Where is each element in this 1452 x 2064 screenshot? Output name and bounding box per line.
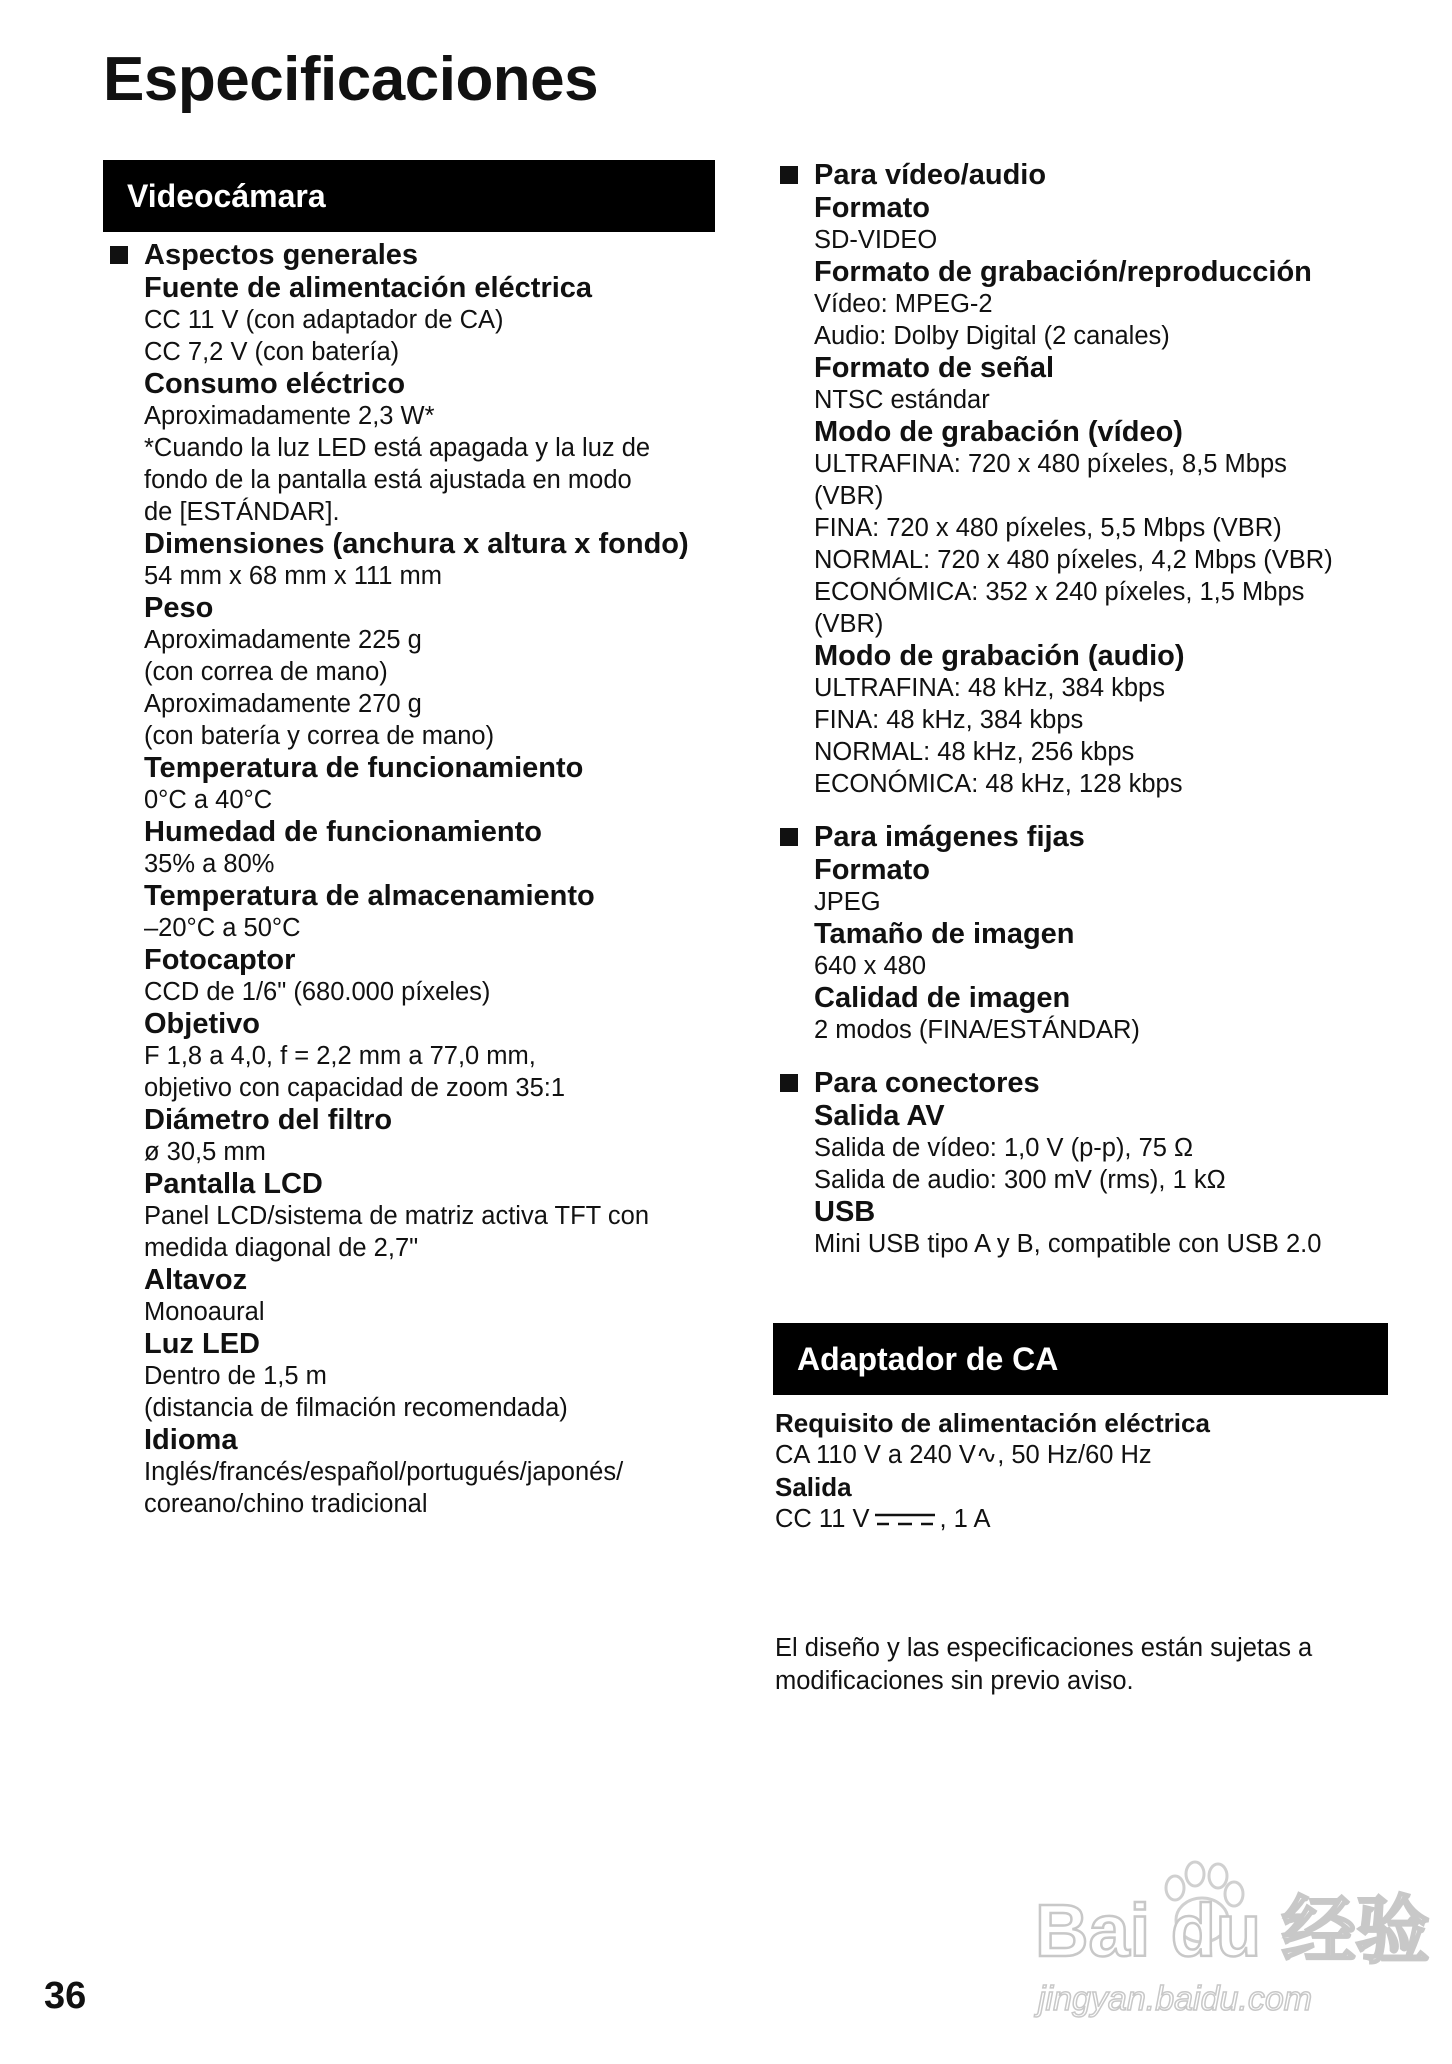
page-number: 36 — [44, 1975, 87, 2017]
spec-value: 2 modos (FINA/ESTÁNDAR) — [814, 1016, 1140, 1044]
spec-value: (con correa de mano) — [144, 658, 388, 686]
spec-value: Mini USB tipo A y B, compatible con USB 2.0 — [814, 1230, 1322, 1258]
spec-value: Vídeo: MPEG-2 — [814, 290, 993, 318]
spec-value: fondo de la pantalla está ajustada en modo — [144, 466, 632, 494]
spec-group-general — [108, 238, 728, 1520]
spec-value: NORMAL: 48 kHz, 256 kbps — [814, 738, 1135, 766]
spec-value: *Cuando la luz LED está apagada y la luz de — [144, 434, 651, 462]
spec-list — [814, 1100, 1418, 1260]
spec-label: Formato — [814, 192, 930, 224]
spec-value: Monoaural — [144, 1298, 265, 1326]
adaptador-header-text: Adaptador de CA — [797, 1340, 1059, 1377]
spec-value: Inglés/francés/español/portugués/japonés/ — [144, 1458, 624, 1486]
output-prefix: CC 11 V — [775, 1505, 870, 1533]
watermark-brand-text: Bai du 经验 — [1035, 1889, 1430, 1972]
spec-value: (distancia de filmación recomendada) — [144, 1394, 568, 1422]
spec-group — [778, 1066, 1418, 1260]
spec-value: ECONÓMICA: 48 kHz, 128 kbps — [814, 770, 1183, 798]
footer-note: El diseño y las especificaciones están sujetas a modificaciones sin previo aviso. — [775, 1634, 1313, 1695]
square-bullet-icon — [780, 1074, 798, 1092]
spec-label: Temperatura de almacenamiento — [144, 880, 595, 912]
spec-group — [778, 820, 1418, 1046]
spec-value: 35% a 80% — [144, 850, 275, 878]
dc-current-icon — [875, 1511, 935, 1529]
power-label: Requisito de alimentación eléctrica — [775, 1408, 1210, 1438]
spec-value: Audio: Dolby Digital (2 canales) — [814, 322, 1170, 350]
videocamara-header-text: Videocámara — [127, 177, 326, 214]
spec-label: Luz LED — [144, 1328, 260, 1360]
spec-value: medida diagonal de 2,7" — [144, 1234, 419, 1262]
spec-value: CC 7,2 V (con batería) — [144, 338, 400, 366]
spec-value: –20°C a 50°C — [144, 914, 301, 942]
spec-label: Fotocaptor — [144, 944, 296, 976]
spec-value: (VBR) — [814, 482, 884, 510]
square-bullet-icon — [110, 246, 128, 264]
spec-value: Salida de vídeo: 1,0 V (p-p), 75 Ω — [814, 1134, 1194, 1162]
spec-label: Calidad de imagen — [814, 982, 1071, 1014]
spec-value: FINA: 48 kHz, 384 kbps — [814, 706, 1084, 734]
adaptador-specs — [775, 1407, 1415, 1535]
spec-label: Formato de grabación/reproducción — [814, 256, 1312, 288]
spec-value: de [ESTÁNDAR]. — [144, 498, 340, 526]
spec-value: CCD de 1/6" (680.000 píxeles) — [144, 978, 491, 1006]
spec-label: Modo de grabación (audio) — [814, 640, 1185, 672]
watermark-url-text: jingyan.baidu.com — [1038, 1980, 1313, 2018]
spec-label: Tamaño de imagen — [814, 918, 1075, 950]
spec-label: Temperatura de funcionamiento — [144, 752, 584, 784]
right-specs-column — [778, 158, 1418, 1280]
spec-label: Humedad de funcionamiento — [144, 816, 542, 848]
spec-value: Dentro de 1,5 m — [144, 1362, 327, 1390]
spec-value: ø 30,5 mm — [144, 1138, 266, 1166]
spec-label: Consumo eléctrico — [144, 368, 406, 400]
spec-value: NORMAL: 720 x 480 píxeles, 4,2 Mbps (VBR) — [814, 546, 1333, 574]
spec-value: 640 x 480 — [814, 952, 927, 980]
output-suffix: , 1 A — [939, 1505, 991, 1533]
spec-label: Fuente de alimentación eléctrica — [144, 272, 593, 304]
spec-label: Modo de grabación (vídeo) — [814, 416, 1183, 448]
spec-label: Idioma — [144, 1424, 238, 1456]
spec-value: (con batería y correa de mano) — [144, 722, 495, 750]
spec-value: objetivo con capacidad de zoom 35:1 — [144, 1074, 566, 1102]
group-title: Para imágenes fijas — [814, 821, 1085, 853]
spec-value: ULTRAFINA: 48 kHz, 384 kbps — [814, 674, 1165, 702]
group-title: Para vídeo/audio — [814, 159, 1047, 191]
baidu-watermark — [1030, 1838, 1430, 2038]
spec-value: 0°C a 40°C — [144, 786, 273, 814]
spec-value: ULTRAFINA: 720 x 480 píxeles, 8,5 Mbps — [814, 450, 1287, 478]
spec-label: Objetivo — [144, 1008, 261, 1040]
spec-value: coreano/chino tradicional — [144, 1490, 428, 1518]
spec-value: Aproximadamente 270 g — [144, 690, 422, 718]
spec-value: JPEG — [814, 888, 881, 916]
spec-value: SD-VIDEO — [814, 226, 938, 254]
spec-label: Diámetro del filtro — [144, 1104, 393, 1136]
group-title: Aspectos generales — [144, 239, 419, 271]
spec-value: Panel LCD/sistema de matriz activa TFT con — [144, 1202, 649, 1230]
spec-value: Aproximadamente 225 g — [144, 626, 422, 654]
spec-label: Formato — [814, 854, 930, 886]
spec-list — [814, 192, 1418, 800]
spec-value: Aproximadamente 2,3 W* — [144, 402, 435, 430]
spec-label: Salida AV — [814, 1100, 945, 1132]
output-label: Salida — [775, 1472, 852, 1502]
spec-label: Formato de señal — [814, 352, 1055, 384]
spec-value: ECONÓMICA: 352 x 240 píxeles, 1,5 Mbps — [814, 578, 1305, 606]
page-title: Especificaciones — [103, 45, 599, 114]
spec-label: Pantalla LCD — [144, 1168, 323, 1200]
group-title: Para conectores — [814, 1067, 1040, 1099]
spec-value: NTSC estándar — [814, 386, 990, 414]
square-bullet-icon — [780, 828, 798, 846]
spec-list — [814, 854, 1418, 1046]
power-value: CA 110 V a 240 V∿, 50 Hz/60 Hz — [775, 1441, 1152, 1469]
spec-value: FINA: 720 x 480 píxeles, 5,5 Mbps (VBR) — [814, 514, 1282, 542]
spec-label: USB — [814, 1196, 876, 1228]
spec-value: F 1,8 a 4,0, f = 2,2 mm a 77,0 mm, — [144, 1042, 536, 1070]
videocamara-header — [103, 160, 715, 232]
spec-value: Salida de audio: 300 mV (rms), 1 kΩ — [814, 1166, 1226, 1194]
spec-value: CC 11 V (con adaptador de CA) — [144, 306, 504, 334]
spec-value: 54 mm x 68 mm x 111 mm — [144, 562, 443, 590]
spec-label: Peso — [144, 592, 214, 624]
general-specs-column — [108, 238, 728, 1540]
spec-list — [144, 272, 728, 1520]
adaptador-header — [773, 1323, 1388, 1395]
spec-label: Dimensiones (anchura x altura x fondo) — [144, 528, 689, 560]
spec-group — [778, 158, 1418, 800]
output-value — [775, 1503, 1415, 1535]
square-bullet-icon — [780, 166, 798, 184]
spec-label: Altavoz — [144, 1264, 248, 1296]
spec-value: (VBR) — [814, 610, 884, 638]
